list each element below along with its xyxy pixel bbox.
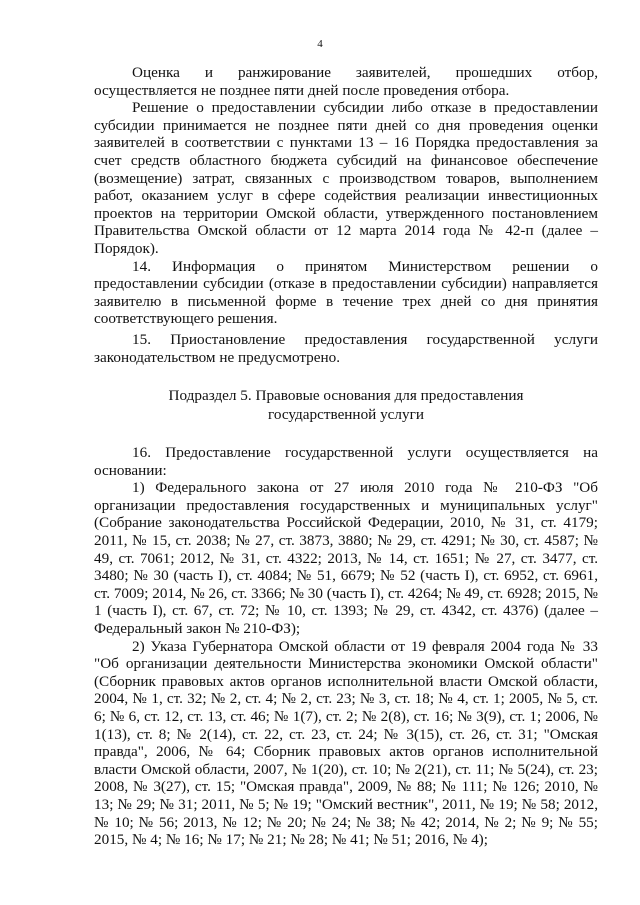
spacer [94,366,598,386]
list-item-federal-law: 1) Федерального закона от 27 июля 2010 года № 210-ФЗ "Об организации предоставления государственных и муниципальных услуг" (Собрание законодательства Российской Федерации, 2010, № 31, ст. 4179; 2011, № 15, ст. 2038; № 27, ст. 3873, 3880; № 29, ст. 4291; № 30, ст. 4587; № 49, ст. 7061; 2012, № 31, ст. 4322; 2013, № 14, ст. 1651; № 27, ст. 3477, ст. 3480; № 30 (часть I), ст. 4084; № 51, 6679; № 52 (часть I), ст. 6952, ст. 6961, ст. 7009; 2014, № 26, ст. 3366; № 30 (часть I), ст. 4264; № 49, ст. 6928; 2015, № 1 (часть I), ст. 67, ст. 72; № 10, ст. 1393; № 29, ст. 4342, ст. 4376) (далее – Федеральный закон № 210-ФЗ); [94,479,598,638]
document-body [94,64,598,849]
paragraph-15: 15. Приостановление предоставления государственной услуги законодательством не предусмотрено. [94,330,598,366]
subsection-heading-line1: Подраздел 5. Правовые основания для предоставления [168,387,524,405]
subsection-heading-line2: государственной услуги [268,406,424,424]
page-number: 4 [317,38,323,50]
subsection-heading [94,386,598,424]
list-item-governor-decree: 2) Указа Губернатора Омской области от 19 февраля 2004 года № 33 "Об организации деятельности Министерства экономики Омской области" (Сборник правовых актов органов исполнительной власти Омской области, 2004, № 1, ст. 32; № 2, ст. 4; № 2, ст. 23; № 3, ст. 18; № 4, ст. 1; 2005, № 5, ст. 6; № 6, ст. 12, ст. 13, ст. 46; № 1(7), ст. 2; № 2(8), ст. 16; № 3(9), ст. 1; 2006, № 1(13), ст. 8; № 2(14), ст. 22, ст. 23, ст. 24; № 3(15), ст. 26, ст. 31; "Омская правда", 2006, № 64; Сборник правовых актов органов исполнительной власти Омской области, 2007, № 1(20), ст. 10; № 2(21), ст. 11; № 5(24), ст. 23; 2008, № 3(27), ст. 15; "Омская правда", 2009, № 88; № 111; № 126; 2010, № 13; № 29; № 31; 2011, № 5; № 19; "Омский вестник", 2011, № 19; № 58; 2012, № 10; № 56; 2013, № 12; № 20; № 24; № 38; № 42; 2014, № 2; № 9; № 55; 2015, № 4; № 16; № 17; № 21; № 28; № 41; № 51; 2016, № 4); [94,637,598,849]
paragraph-ranking: Оценка и ранжирование заявителей, прошедших отбор, осуществляется не позднее пяти дней после проведения отбора. [94,64,598,99]
spacer [94,424,598,444]
paragraph-14: 14. Информация о принятом Министерством решении о предоставлении субсидии (отказе в предоставлении субсидии) направляется заявителю в письменной форме в течение трех дней со дня принятия соответствующего решения. [94,257,598,328]
paragraph-decision: Решение о предоставлении субсидии либо отказе в предоставлении субсидии принимается не позднее пяти дней со дня проведения оценки заявителей в соответствии с пунктами 13 – 16 Порядка предоставления за счет средств областного бюджета субсидий на финансовое обеспечение (возмещение) затрат, связанных с производством товаров, выполнением работ, оказанием услуг в сфере содействия реализации инвестиционных проектов на территории Омской области, утвержденного постановлением Правительства Омской области от 12 марта 2014 года № 42-п (далее – Порядок). [94,99,598,257]
paragraph-16: 16. Предоставление государственной услуги осуществляется на основании: [94,444,598,479]
